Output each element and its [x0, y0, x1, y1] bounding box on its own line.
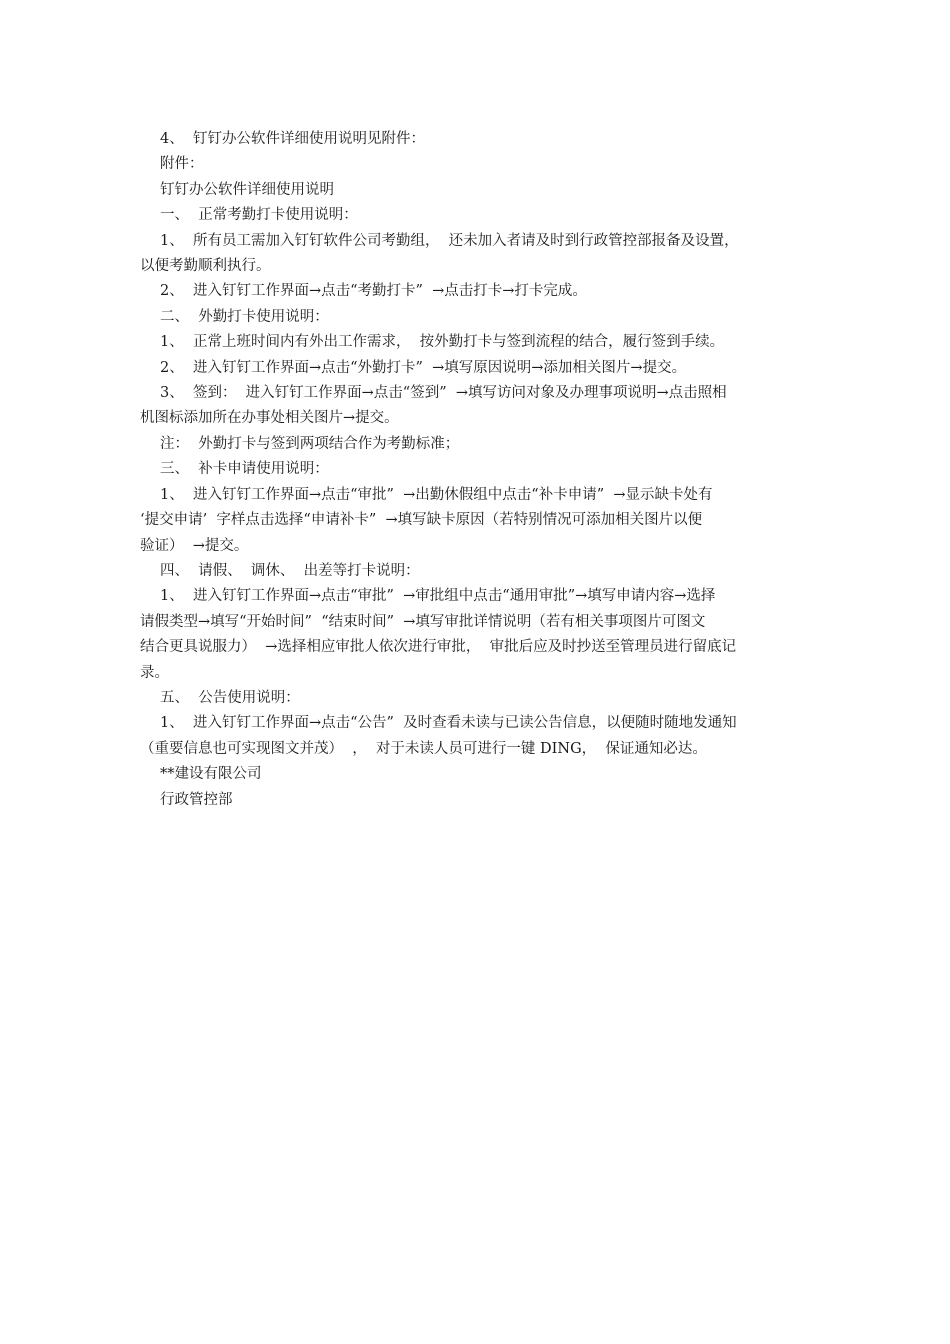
doc-line: 请假类型→填写“开始时间” “结束时间” →填写审批详情说明（若有相关事项图片可图文 — [140, 613, 706, 630]
doc-line: 附件： — [160, 156, 204, 173]
doc-line: 1、 进入钉钉工作界面→点击“审批” →审批组中点击“通用审批”→填写申请内容→选择 — [160, 588, 716, 605]
doc-line: 4、 钉钉办公软件详细使用说明见附件： — [160, 131, 425, 147]
doc-line: 验证） →提交。 — [140, 537, 249, 554]
doc-line: ‘提交申请’ 字样点击选择“申请补卡” →填写缺卡原因（若特别情况可添加相关图片以便 — [140, 512, 703, 529]
section-heading: 二、 外勤打卡使用说明： — [160, 308, 329, 325]
section-heading: 一、 正常考勤打卡使用说明： — [160, 207, 358, 224]
doc-line: 2、 进入钉钉工作界面→点击“外勤打卡” →填写原因说明→添加相关图片→提交。 — [160, 359, 687, 376]
document-body — [140, 127, 812, 813]
signature-department: 行政管控部 — [160, 791, 233, 808]
doc-line: 1、 正常上班时间内有外出工作需求， 按外勤打卡与签到流程的结合，履行签到手续。 — [160, 334, 725, 351]
doc-title: 钉钉办公软件详细使用说明 — [160, 181, 334, 198]
doc-line: 结合更具说服力） →选择相应审批人依次进行审批， 审批后应及时抄送至管理员进行留底记 — [140, 639, 737, 656]
doc-line: 1、 进入钉钉工作界面→点击“公告” 及时查看未读与已读公告信息，以便随时随地发通知 — [160, 715, 737, 732]
doc-line: 1、 进入钉钉工作界面→点击“审批” →出勤休假组中点击“补卡申请” →显示缺卡处有 — [160, 486, 713, 503]
doc-note: 注： 外勤打卡与签到两项结合作为考勤标准； — [160, 435, 460, 452]
section-heading: 三、 补卡申请使用说明： — [160, 461, 329, 478]
section-heading: 四、 请假、 调休、 出差等打卡说明： — [160, 562, 420, 579]
signature-company: **建设有限公司 — [160, 766, 262, 783]
doc-line: 2、 进入钉钉工作界面→点击“考勤打卡” →点击打卡→打卡完成。 — [160, 283, 587, 300]
doc-line: 3、 签到： 进入钉钉工作界面→点击“签到” →填写访问对象及办理事项说明→点击照相 — [160, 385, 727, 402]
doc-line: 机图标添加所在办事处相关图片→提交。 — [140, 410, 399, 427]
doc-line: 以便考勤顺利执行。 — [140, 258, 271, 275]
doc-line: 1、 所有员工需加入钉钉软件公司考勤组， 还未加入者请及时到行政管控部报备及设置， — [160, 232, 739, 249]
doc-line: 录。 — [140, 664, 169, 681]
doc-line: （重要信息也可实现图文并茂） ， 对于未读人员可进行一键 DING， 保证通知必达。 — [140, 740, 707, 757]
section-heading: 五、 公告使用说明： — [160, 689, 300, 706]
